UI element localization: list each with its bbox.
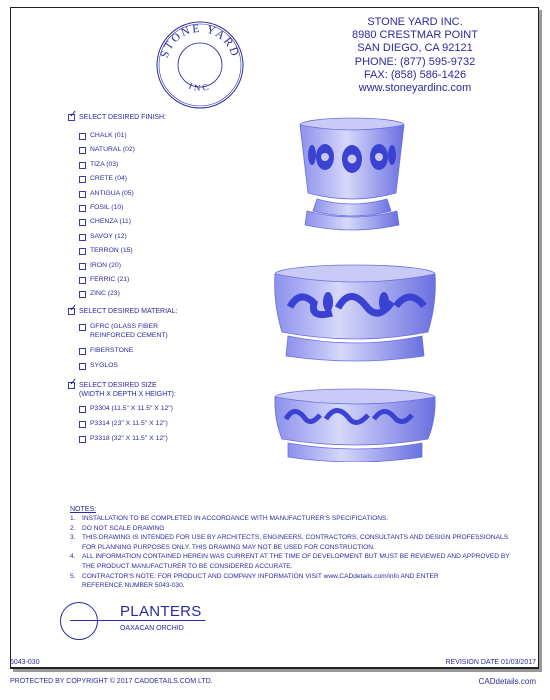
material-option-label-cont: REINFORCED CEMENT): [90, 332, 168, 339]
planter-p3314-image: [268, 262, 443, 362]
company-phone: PHONE: (877) 595-9732: [354, 55, 476, 68]
finish-option-label: SAVOY (12): [90, 232, 127, 240]
material-option-label: FIBERSTONE: [90, 347, 134, 354]
finish-option-label: IRON (20): [90, 261, 121, 269]
finish-option-label: TIZA (03): [90, 160, 119, 168]
note-text: THE PRODUCT MANUFACTURER TO BE CONSIDERED ACCURATE.: [82, 562, 293, 570]
svg-text:STONE YARD: [159, 23, 241, 60]
size-option-checkbox[interactable]: [79, 421, 86, 428]
note-text: DO NOT SCALE DRAWING: [82, 524, 165, 532]
notes-list: [70, 514, 510, 591]
finish-option-checkbox[interactable]: [79, 277, 86, 284]
material-option-checkbox[interactable]: [79, 348, 86, 355]
svg-text:INC: [187, 81, 212, 93]
finish-option-checkbox[interactable]: [79, 219, 86, 226]
note-text: THIS DRAWING IS INTENDED FOR USE BY ARCHITECTS, ENGINEERS, CONTRACTORS, CONSULTANTS AND DESIGN PROFESSIONALS: [82, 534, 509, 542]
note-line: [70, 552, 510, 562]
drawing-subtitle: OAXACAN ORCHID: [120, 625, 184, 632]
finish-option-label: CHALK (01): [90, 132, 127, 139]
finish-option-checkbox[interactable]: [79, 263, 86, 270]
size-option-label: P3304 (11.5" X 11.5" X 12"): [90, 405, 173, 412]
note-text: ALL INFORMATION CONTAINED HEREIN WAS CURRENT AT THE TIME OF DEVELOPMENT BUT MUST BE REVIEWED AND APPROVED BY: [82, 553, 510, 561]
notes-section: [70, 505, 510, 591]
logo-text-top: STONE YARD: [158, 22, 242, 60]
finish-option-checkbox[interactable]: [79, 176, 86, 183]
finish-option-checkbox[interactable]: [79, 234, 86, 241]
finish-option-label: ANTIGUA (05): [90, 189, 134, 197]
note-line: [70, 514, 510, 524]
note-line: [70, 543, 510, 553]
note-line: [70, 572, 510, 582]
revision-date: REVISION DATE 01/03/2017: [445, 659, 536, 666]
note-line: [70, 581, 510, 591]
company-address-1: 8980 CRESTMAR POINT: [352, 29, 478, 42]
note-number: 2.: [70, 524, 76, 532]
finish-option-label: FOSIL (10): [90, 204, 124, 211]
finish-option-label: ZINC (23): [90, 290, 120, 298]
size-title: SELECT DESIRED SIZE: [79, 382, 157, 389]
note-number: [70, 581, 82, 591]
size-option-label: P3318 (32" X 11.5" X 12"): [90, 435, 168, 442]
finish-option-label: CHENZA (11): [90, 218, 132, 226]
material-option-label: GFRC (GLASS FIBER: [90, 323, 158, 330]
size-option-label: P3314 (23" X 11.5" X 12"): [90, 420, 168, 427]
company-info: [340, 16, 490, 95]
size-option-checkbox[interactable]: [79, 406, 86, 413]
material-option-checkbox[interactable]: [79, 363, 86, 370]
material-option-label: SYGLOS: [90, 362, 118, 369]
note-line: [70, 533, 510, 543]
note-number: 1.: [70, 515, 76, 522]
note-text: FOR PLANNING PURPOSES ONLY. THIS DRAWING MAY NOT BE USED FOR CONSTRUCTION.: [82, 543, 375, 551]
planter-p3304-image: [295, 115, 410, 233]
reference-number: 5043-030: [10, 659, 40, 666]
title-underline: [70, 620, 205, 621]
size-option-checkbox[interactable]: [79, 436, 86, 443]
note-text: REFERENCE NUMBER 5043-030.: [82, 582, 185, 590]
footer-divider: [10, 667, 538, 668]
finish-option-checkbox[interactable]: [79, 291, 86, 298]
checkmark-icon: ✓: [69, 109, 78, 120]
finish-option-checkbox[interactable]: [79, 133, 86, 140]
stone-yard-logo: [155, 20, 245, 110]
logo-text-bottom: INC: [187, 80, 213, 94]
planter-p3318-image: [270, 387, 440, 462]
note-line: [70, 562, 510, 572]
note-text: CONTRACTOR'S NOTE: FOR PRODUCT AND COMPANY INFORMATION VISIT www.CADdetails.com/info AND ENTER: [82, 572, 439, 580]
finish-option-label: FERRIC (21): [90, 276, 130, 283]
drawing-title: PLANTERS: [120, 603, 202, 620]
note-number: [70, 543, 82, 553]
copyright-notice: PROTECTED BY COPYRIGHT © 2017 CADDETAILS.COM LTD.: [10, 678, 213, 685]
note-number: 3.: [70, 534, 76, 542]
note-number: 5.: [70, 572, 76, 580]
material-title: SELECT DESIRED MATERIAL:: [79, 308, 178, 315]
finish-option-checkbox[interactable]: [79, 205, 86, 212]
finish-option-checkbox[interactable]: [79, 191, 86, 198]
caddetails-link[interactable]: CADdetails.com: [478, 677, 536, 686]
finish-option-checkbox[interactable]: [79, 147, 86, 154]
note-number: [70, 562, 82, 572]
company-website: www.stoneyardinc.com: [358, 82, 472, 95]
size-subtitle: (WIDTH X DEPTH X HEIGHT):: [79, 391, 176, 398]
finish-option-checkbox[interactable]: [79, 162, 86, 169]
finish-option-label: CRETE (04): [90, 175, 128, 183]
note-number: 4.: [70, 553, 76, 561]
checkmark-icon: ✓: [69, 303, 78, 314]
checkmark-icon: ✓: [69, 377, 78, 388]
finish-option-label: TERRON (15): [90, 247, 133, 255]
finish-option-label: NATURAL (02): [90, 146, 135, 154]
company-name: STONE YARD INC.: [367, 16, 463, 28]
note-line: [70, 524, 510, 534]
company-fax: FAX: (858) 586-1426: [363, 68, 467, 81]
note-text: INSTALLATION TO BE COMPLETED IN ACCORDANCE WITH MANUFACTURER'S SPECIFICATIONS.: [82, 515, 389, 522]
company-address-2: SAN DIEGO, CA 92121: [357, 42, 473, 55]
finish-title: SELECT DESIRED FINISH:: [79, 114, 167, 121]
finish-option-checkbox[interactable]: [79, 248, 86, 255]
notes-title: NOTES:: [70, 506, 97, 513]
material-option-checkbox[interactable]: [79, 324, 86, 331]
title-circle-symbol: [60, 602, 98, 640]
